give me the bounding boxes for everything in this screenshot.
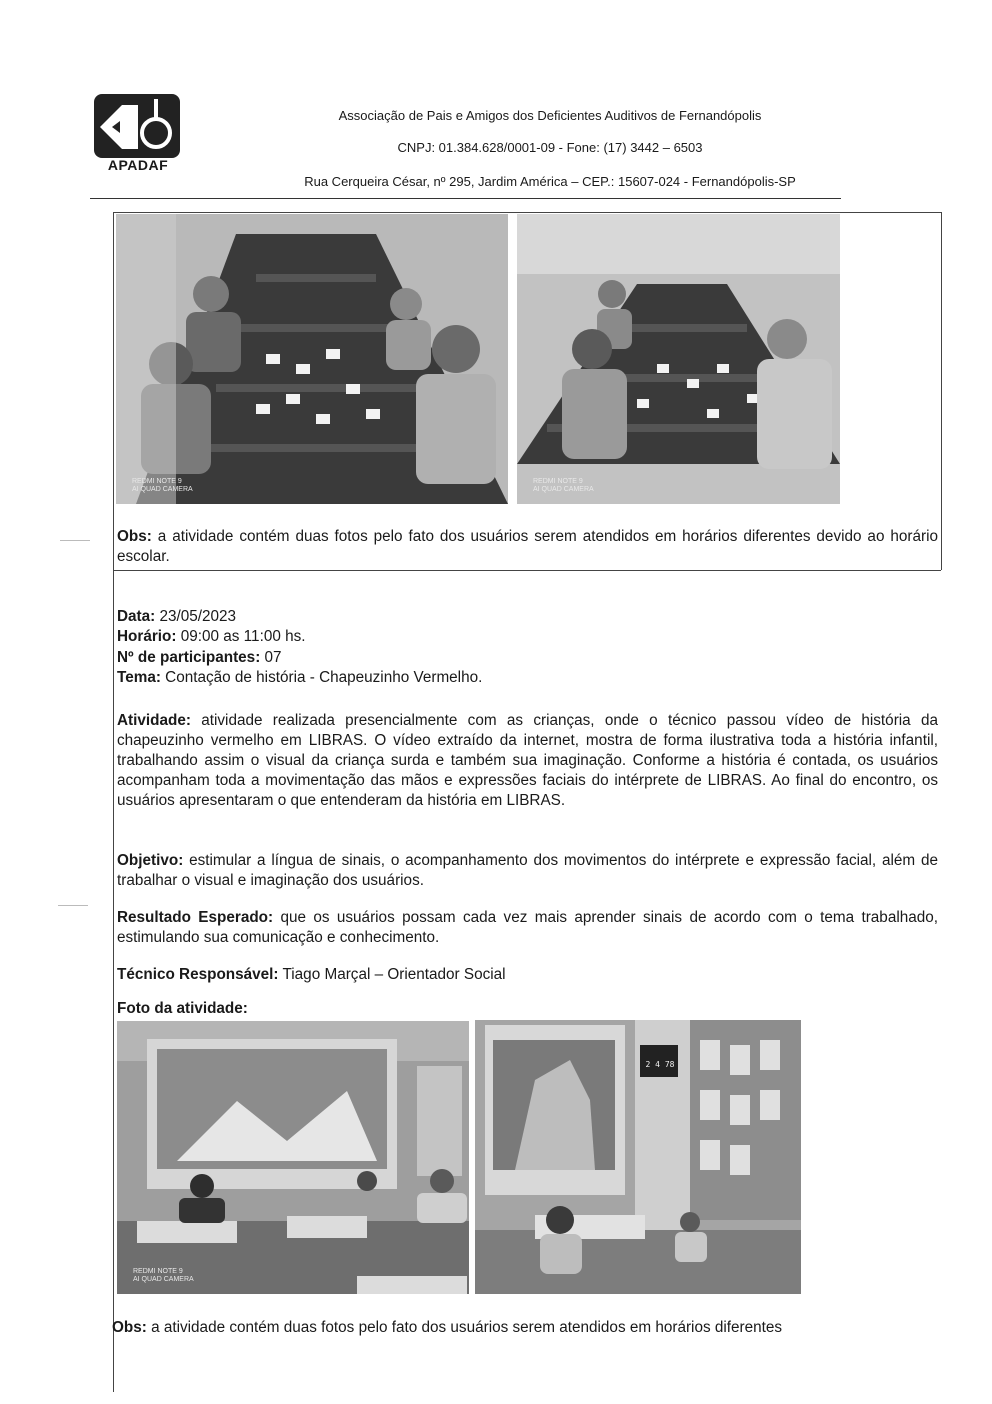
objective-paragraph bbox=[117, 851, 938, 891]
logo-text: APADAF bbox=[107, 157, 169, 173]
theme-label: Tema: bbox=[117, 669, 161, 686]
photo-children-card-game-2 bbox=[517, 214, 840, 504]
activity-text: atividade realizada presencialmente com as crianças, onde o técnico passou vídeo de história da chapeuzinho vermelho em LIBRAS. O vídeo extraído da internet, mostra de forma ilustrativa toda a história infantil, trabalhando assim o visual da criança surda e também sua imaginação. Conforme a história é contada, os usuários acompanham toda a movimentação das mãos e expressões faciais do intérprete de LIBRAS. Ao final do encontro, os usuários apresentaram o que entenderam da história em LIBRAS. bbox=[117, 712, 938, 809]
date-value: 23/05/2023 bbox=[155, 608, 237, 625]
obs-text: a atividade contém duas fotos pelo fato dos usuários serem atendidos em horários diferentes devido ao horário escolar. bbox=[117, 528, 938, 565]
participants-value: 07 bbox=[260, 649, 282, 666]
photo-caption: REDMI NOTE 9 AI QUAD CAMERA bbox=[133, 1268, 194, 1283]
date-label: Data: bbox=[117, 608, 156, 625]
scan-mark bbox=[58, 905, 88, 906]
frame-top-border bbox=[113, 212, 941, 213]
org-name: Associação de Pais e Amigos dos Deficientes Auditivos de Fernandópolis bbox=[338, 108, 762, 123]
objective-label: Objetivo: bbox=[117, 852, 184, 869]
photo-children-card-game-1 bbox=[116, 214, 508, 504]
responsible-text: Tiago Marçal – Orientador Social bbox=[278, 966, 506, 983]
expected-result-text: que os usuários possam cada vez mais aprender sinais de acordo com o tema trabalhado, estimulando sua comunicação e conhecimento. bbox=[117, 909, 939, 946]
photo-caption: REDMI NOTE 9 AI QUAD CAMERA bbox=[533, 478, 594, 493]
scan-mark bbox=[60, 540, 90, 541]
obs-text: a atividade contém duas fotos pelo fato dos usuários serem atendidos em horários diferentes bbox=[146, 1319, 783, 1336]
frame-left-border bbox=[113, 212, 114, 1392]
participants-label: Nº de participantes: bbox=[117, 649, 261, 666]
obs-note-2 bbox=[112, 1318, 938, 1338]
activity-photo-label: Foto da atividade: bbox=[117, 1000, 248, 1017]
address-line: Rua Cerqueira César, nº 295, Jardim América – CEP.: 15607-024 - Fernandópolis-SP bbox=[304, 174, 796, 189]
header-divider bbox=[90, 198, 841, 199]
expected-result-label: Resultado Esperado: bbox=[117, 909, 274, 926]
logo-emblem-icon bbox=[92, 93, 182, 159]
wall-clock-display: 2 4 78 bbox=[645, 1060, 675, 1069]
activity-label: Atividade: bbox=[117, 712, 191, 729]
obs-label: Obs: bbox=[112, 1319, 147, 1336]
section-divider bbox=[113, 570, 941, 571]
date-line bbox=[117, 607, 236, 627]
photo-classroom-video-2 bbox=[475, 1020, 801, 1294]
obs-note-1 bbox=[117, 527, 938, 567]
photo-classroom-video-1 bbox=[117, 1021, 469, 1294]
participants-line bbox=[117, 648, 282, 668]
frame-right-border bbox=[941, 212, 942, 570]
theme-value: Contação de história - Chapeuzinho Vermelho. bbox=[160, 669, 483, 686]
time-value: 09:00 as 11:00 hs. bbox=[176, 628, 306, 645]
photo-caption: REDMI NOTE 9 AI QUAD CAMERA bbox=[132, 478, 193, 493]
expected-result-paragraph bbox=[117, 908, 938, 948]
time-label: Horário: bbox=[117, 628, 177, 645]
activity-paragraph bbox=[117, 711, 938, 811]
time-line bbox=[117, 627, 306, 647]
objective-text: estimular a língua de sinais, o acompanhamento dos movimentos do intérprete e expressão facial, além de trabalhar o visual e imaginação dos usuários. bbox=[117, 852, 938, 889]
cnpj-line: CNPJ: 01.384.628/0001-09 - Fone: (17) 3442 – 6503 bbox=[397, 140, 703, 155]
obs-label: Obs: bbox=[117, 528, 152, 545]
theme-line bbox=[117, 668, 482, 688]
responsible-line bbox=[117, 965, 506, 985]
responsible-label: Técnico Responsável: bbox=[117, 966, 279, 983]
